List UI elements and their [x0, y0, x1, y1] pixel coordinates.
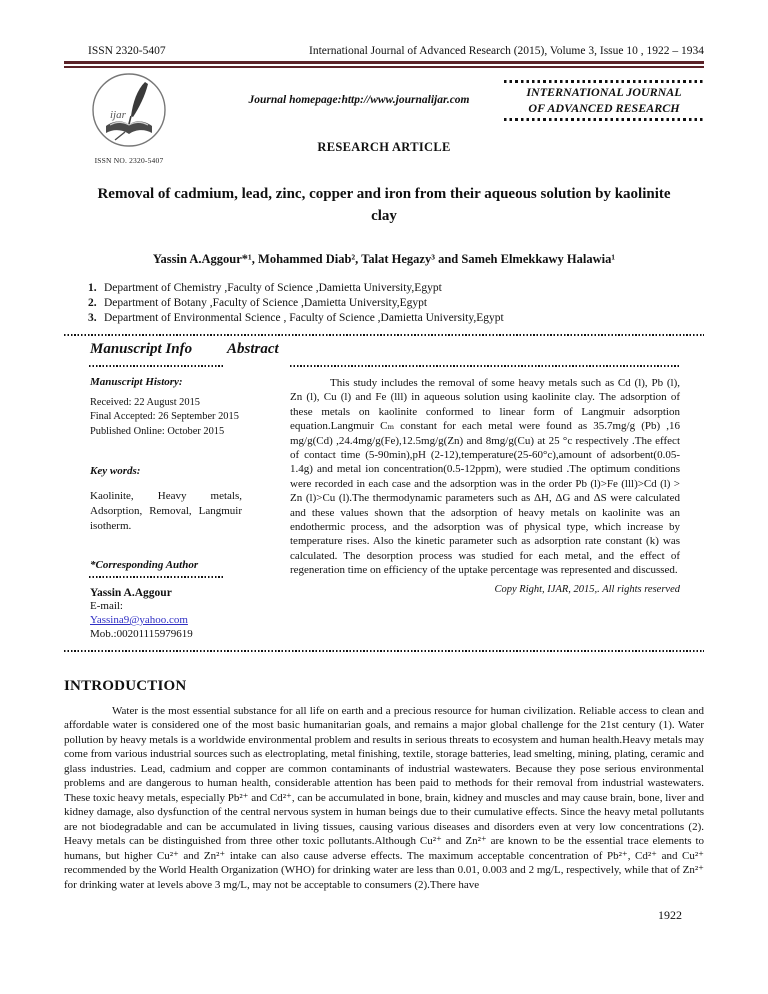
affiliation-item: [88, 281, 704, 296]
logo-issn-caption: ISSN NO. 2320-5407: [94, 156, 164, 165]
copyright-line: Copy Right, IJAR, 2015,. All rights reserved: [494, 583, 680, 595]
logo-text: ijar: [110, 109, 126, 121]
affiliation-item: [88, 296, 704, 311]
separator-dotted-top: [64, 334, 704, 336]
affiliation-number: 1.: [88, 281, 97, 294]
heading-underline-row: [64, 365, 704, 368]
affiliation-text: Department of Environmental Science , Faculty of Science ,Damietta University,Egypt: [104, 311, 504, 324]
keywords-heading: Key words:: [90, 465, 141, 478]
banner-dots-bottom: [504, 118, 704, 121]
header-journal-line: International Journal of Advanced Research (2015), Volume 3, Issue 10 , 1922 – 1934: [309, 45, 704, 57]
keywords-text: Kaolinite, Heavy metals, Adsorption, Removal, Langmuir isotherm.: [90, 490, 242, 533]
page-number: 1922: [658, 908, 682, 923]
introduction-text: Water is the most essential substance for all life on earth and a precious resource for human civilization. Reliable access to clean and affordable water is considered one of the most basic humanitarian goals, and remains a major global challenge for the 21st century (1). Water pollution by heavy metals is a worldwide environmental problem and results in serious threats to ecosystem and human health.Heavy metals may come from various industrial sources such as electroplating, metal finishing, textile, storage batteries, lead smelting, mining, plating, ceramic and glass industries. Lead, cadmium and copper are common contaminants of industrial wastewaters. Because they pose serious environmental problems and are dangerous to human health, considerable attention has been paid to methods for their removal from industrial wastewaters. These toxic heavy metals, especially Pb²⁺ and Cd²⁺, can be accumulated in bone, brain, kidney and muscles and may cause brain, bone, liver and kidney damage, also dysfunction of the central nervous system in human beings due to their cumulative effects. Since the heavy metal pollutants are not biodegradable and can be accumulated in living tissues, causing various diseases and disorders even at very low concentrations (2). Heavy metals can be distinguished from three other toxic pollutants.Although Cu²⁺ and Zn²⁺ are known to be the essential trace elements to humans, but higher Cu²⁺ and Zn²⁺ intake can also cause adverse effects. The maximum acceptable concentration of Pb²⁺, Cd²⁺ and Cu²⁺ recommended by the World Health Organization (WHO) for drinking water are less than 0.01, 0.003 and 2 mg/L, respectively, while that of Zn²⁺ for drinking water at levels above 3 mg/L, may not be acceptable to consumers (2).There have: [64, 704, 704, 891]
affiliation-text: Department of Botany ,Faculty of Science ,Damietta University,Egypt: [104, 296, 428, 309]
history-received: Received: 22 August 2015: [90, 397, 200, 409]
corresponding-author-name: Yassin A.Aggour: [90, 586, 172, 599]
article-title: Removal of cadmium, lead, zinc, copper and iron from their aqueous solution by kaolinite clay: [97, 186, 671, 224]
introduction-heading: INTRODUCTION: [64, 677, 187, 694]
abstract-dotted-rule: [290, 365, 680, 367]
article-type-label: RESEARCH ARTICLE: [317, 140, 451, 154]
section-headings-row: [64, 341, 704, 365]
corresponding-dotted-rule: [89, 576, 225, 578]
history-published: Published Online: October 2015: [90, 425, 225, 437]
corresponding-author-heading: *Corresponding Author: [90, 558, 199, 571]
abstract-column: [290, 376, 680, 641]
ijar-logo-icon: [90, 70, 168, 150]
header-middle: [64, 68, 704, 180]
affiliation-list: [88, 281, 704, 327]
page-header: [64, 45, 704, 57]
affiliation-item: [88, 311, 704, 326]
author-line: Yassin A.Aggour*¹, Mohammed Diab², Talat Hegazy³ and Sameh Elmekkawy Halawia¹: [152, 251, 616, 266]
manuscript-info-heading: Manuscript Info: [90, 341, 193, 358]
email-label: E-mail:: [90, 599, 123, 612]
history-accepted: Final Accepted: 26 September 2015: [90, 411, 239, 423]
banner-line1: INTERNATIONAL JOURNAL: [526, 85, 682, 99]
header-issn: ISSN 2320-5407: [88, 45, 166, 57]
affiliation-number: 2.: [88, 296, 97, 309]
journal-name-banner: [504, 80, 704, 121]
banner-line2: OF ADVANCED RESEARCH: [528, 100, 680, 115]
manuscript-info-dotted-rule: [89, 365, 225, 367]
manuscript-info-column: [90, 376, 242, 641]
header-double-rule: [64, 61, 704, 68]
affiliation-number: 3.: [88, 311, 97, 324]
introduction-section: [64, 678, 704, 893]
separator-dotted-bottom: [64, 650, 704, 652]
journal-homepage-text: Journal homepage:http://www.journalijar.com: [248, 94, 470, 106]
email-link[interactable]: Yassina9@yahoo.com: [90, 613, 188, 626]
manuscript-history-heading: Manuscript History:: [90, 376, 183, 389]
affiliation-text: Department of Chemistry ,Faculty of Science ,Damietta University,Egypt: [104, 281, 442, 294]
abstract-text: This study includes the removal of some heavy metals such as Cd (l), Pb (l), Zn (l), Cu (l) and Fe (lll) in aqueous solution using kaolinite clay. The adsorption of these metals on kaolinite conformed to linear form of Langmuir adsorption equation.Langmuir Cₘ constant for each metal were found as 35.7mg/g (Pb) ,16 mg/g(Cd) ,24.4mg/g(Fe),12.5mg/g(Zn) and 8mg/g(Cu) at 25 °c respectively .The effect of contact time (5-90min),pH (2-12),temperature(25-60°c),amount of adsorbent(0.05-1.4g) and metal ion concentration(0.5-12ppm), were studied .The optimum conditions were recorded in each case and the adsorption was in the order Pb (l)>Fe (lll)>Cd (l) > Zn (l)>Cu (l).The thermodynamic parameters such as ΔH, ΔG and ΔS were calculated and these values shown that the adsorption of heavy metals on kaolinite was an endothermic process, and the adsorption was of physical type, which increase by temperature rises. Also the kinetic parameter such as adsorption rate constant (k) was calculated. The desorption process was studied for each metal, and the effect of regeneration time on efficiency of the uptake percentage was represented and discussed.: [290, 377, 680, 577]
info-abstract-columns: [64, 376, 704, 641]
abstract-heading: Abstract: [227, 341, 279, 358]
mobile-number: Mob.:00201115979619: [90, 628, 193, 641]
manuscript-history-list: [90, 396, 242, 439]
